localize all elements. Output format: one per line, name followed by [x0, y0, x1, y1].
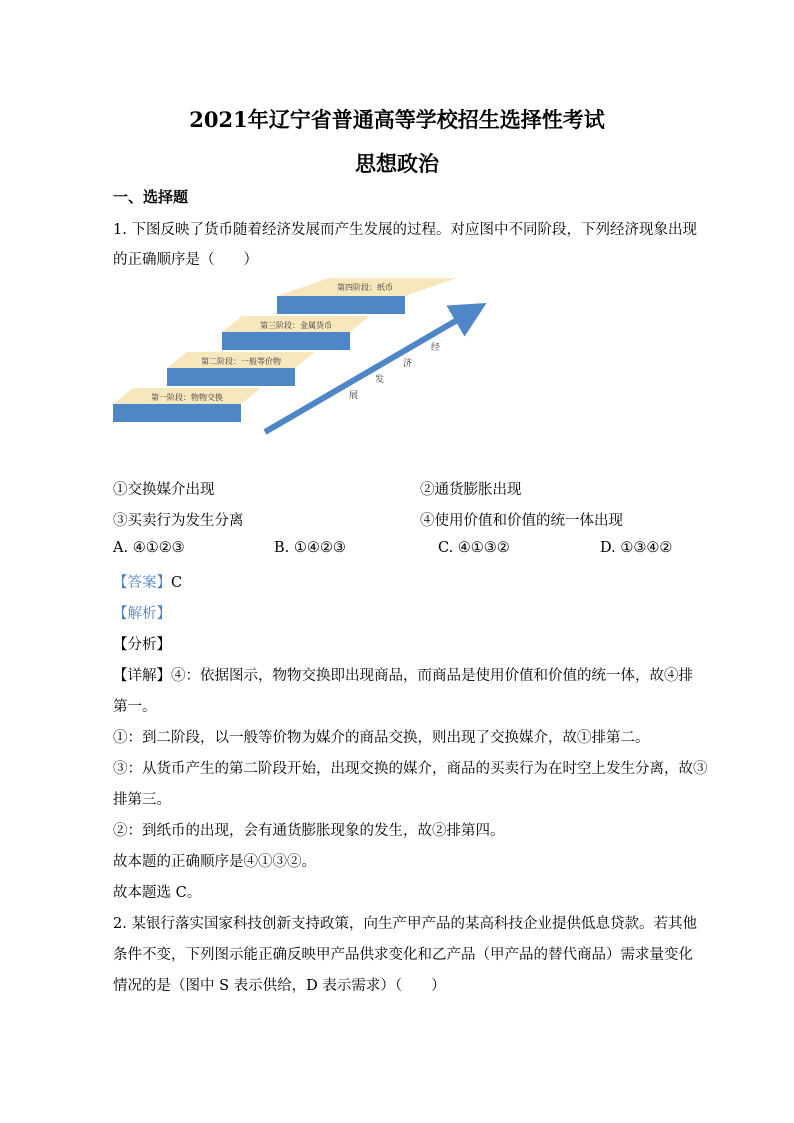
detail-line-3: ①：到二阶段，以一般等价物为媒介的商品交换，则出现了交换媒介，故①排第二。 [113, 730, 650, 746]
detail-line-1 [113, 664, 693, 685]
answer-label: 【答案】 [113, 575, 171, 591]
statement-3: ③买卖行为发生分离 [113, 513, 244, 529]
option-c: C. ④①③② [438, 540, 510, 556]
money-evolution-figure [113, 272, 493, 440]
detail-line-5: 排第三。 [113, 792, 171, 808]
q2-line-1: 2. 某银行落实国家科技创新支持政策，向生产甲产品的某高科技企业提供低息贷款。若其他 [113, 916, 697, 932]
option-d: D. ①③④② [600, 540, 673, 556]
statement-1: ①交换媒介出现 [113, 482, 215, 498]
answer-line [113, 571, 182, 592]
q2-line-2: 条件不变，下列图示能正确反映甲产品供求变化和乙产品（甲产品的替代商品）需求量变化 [113, 947, 693, 963]
arrow-char-4: 展 [349, 391, 359, 401]
q1-stem-line1: 1. 下图反映了货币随着经济发展而产生发展的过程。对应图中不同阶段，下列经济现象出现 [113, 222, 697, 238]
detail-text-1: ④：依据图示，物物交换即出现商品，而商品是使用价值和价值的统一体，故④排 [171, 668, 693, 684]
option-b: B. ①④②③ [274, 540, 346, 556]
q2-line-3: 情况的是（图中 S 表示供给，D 表示需求）（ ） [113, 978, 446, 994]
q1-stem-line2: 的正确顺序是（ ） [113, 252, 258, 268]
conclusion-line-2: 故本题选 C。 [113, 885, 202, 901]
step-1-label: 第一阶段：物物交换 [151, 393, 223, 402]
statement-2: ②通货膨胀出现 [420, 482, 522, 498]
stair-step-1 [113, 388, 261, 422]
option-a: A. ④①②③ [113, 540, 185, 556]
analysis-label: 【解析】 [113, 606, 171, 622]
subject-title: 思想政治 [355, 151, 439, 176]
conclusion-line-1: 故本题的正确顺序是④①③②。 [113, 854, 316, 870]
detail-line-4: ③：从货币产生的第二阶段开始，出现交换的媒介，商品的买卖行为在时空上发生分离，故③ [113, 761, 708, 777]
section-heading: 一、选择题 [113, 188, 189, 206]
step-2-label: 第二阶段：一般等价物 [201, 357, 281, 366]
step-4-label: 第四阶段：纸币 [337, 283, 393, 292]
arrow-char-2: 济 [403, 359, 413, 369]
document-title: 2021年辽宁省普通高等学校招生选择性考试 [189, 107, 605, 132]
arrow-char-3: 发 [375, 375, 385, 385]
stair-step-2 [167, 352, 315, 386]
fenxi-label: 【分析】 [113, 637, 171, 653]
detail-line-2: 第一。 [113, 699, 157, 715]
detail-label: 【详解】 [113, 668, 171, 684]
stair-step-4 [277, 278, 457, 314]
arrow-char-1: 经 [431, 343, 441, 353]
stair-step-3 [222, 316, 370, 350]
statement-4: ④使用价值和价值的统一体出现 [420, 513, 623, 529]
step-3-label: 第三阶段：金属货币 [260, 321, 332, 330]
answer-value: C [171, 575, 183, 591]
detail-line-6: ②：到纸币的出现，会有通货膨胀现象的发生，故②排第四。 [113, 823, 505, 839]
